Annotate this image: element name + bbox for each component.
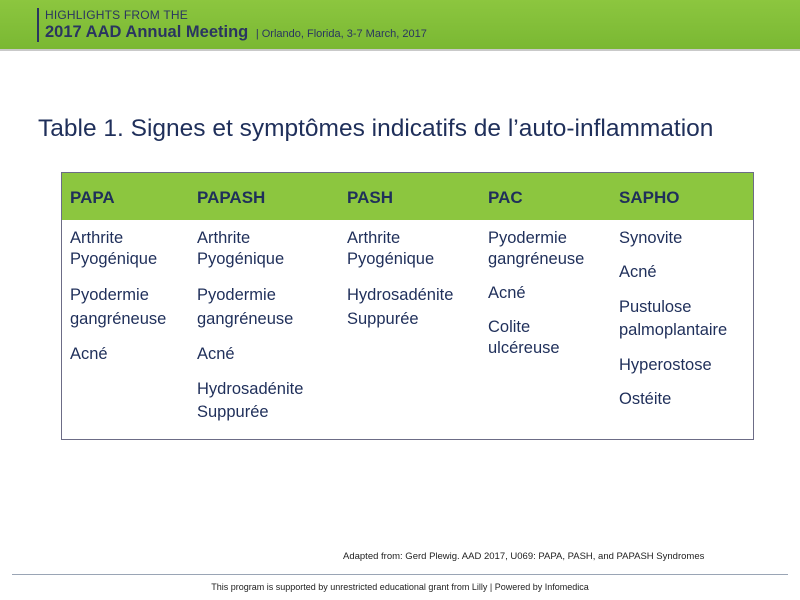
- table-cell: Hydrosadénite Suppurée: [197, 380, 304, 421]
- table-cell: Hydrosadénite Suppurée: [347, 286, 454, 328]
- table-header-papa: PAPA: [70, 188, 115, 207]
- table-cell: Acné: [619, 263, 657, 281]
- table-cell: Ostéite: [619, 390, 672, 408]
- table-cell: Synovite: [619, 229, 683, 247]
- source-citation: Adapted from: Gerd Plewig. AAD 2017, U069: PAPA, PASH, and PAPASH Syndromes: [343, 551, 705, 562]
- table-column-papash: [197, 228, 337, 437]
- header-divider: [0, 49, 800, 51]
- slide-title: Table 1. Signes et symptômes indicatifs de l’auto-inflammation: [38, 115, 714, 142]
- table-cell: Arthrite Pyogénique: [347, 229, 435, 268]
- header-event-title: [45, 23, 427, 42]
- table-header-papash: PAPASH: [197, 188, 266, 207]
- table-header-pash: PASH: [347, 188, 393, 207]
- table-cell: Pustulose palmoplantaire: [619, 298, 728, 339]
- syndrome-table: [61, 172, 754, 440]
- table-cell: Arthrite Pyogénique: [70, 229, 158, 268]
- table-cell: Pyodermie gangréneuse: [197, 286, 294, 328]
- table-cell: Arthrite Pyogénique: [197, 229, 285, 268]
- header-overline: HIGHLIGHTS FROM THE: [45, 8, 188, 22]
- header-event-location: | Orlando, Florida, 3-7 March, 2017: [255, 28, 427, 40]
- table-cell: Acné: [197, 345, 235, 363]
- table-header-sapho: SAPHO: [619, 188, 680, 207]
- table-cell: Colite ulcéreuse: [488, 318, 560, 357]
- table-column-sapho: [619, 228, 749, 423]
- table-column-pac: [488, 228, 603, 372]
- table-cell: Hyperostose: [619, 356, 712, 374]
- table-header-pac: PAC: [488, 188, 523, 207]
- footer-divider: [12, 574, 788, 575]
- table-column-papa: [70, 228, 188, 378]
- header-accent-bar: [37, 8, 39, 42]
- table-cell: Acné: [488, 284, 526, 302]
- table-cell: Acné: [70, 345, 108, 363]
- table-cell: Pyodermie gangréneuse: [488, 229, 585, 268]
- table-column-pash: [347, 228, 477, 344]
- table-cell: Pyodermie gangréneuse: [70, 286, 167, 328]
- footer-sponsor-text: This program is supported by unrestricted educational grant from Lilly | Powered by Infomedica: [211, 582, 589, 592]
- header-event-name: 2017 AAD Annual Meeting: [45, 23, 249, 41]
